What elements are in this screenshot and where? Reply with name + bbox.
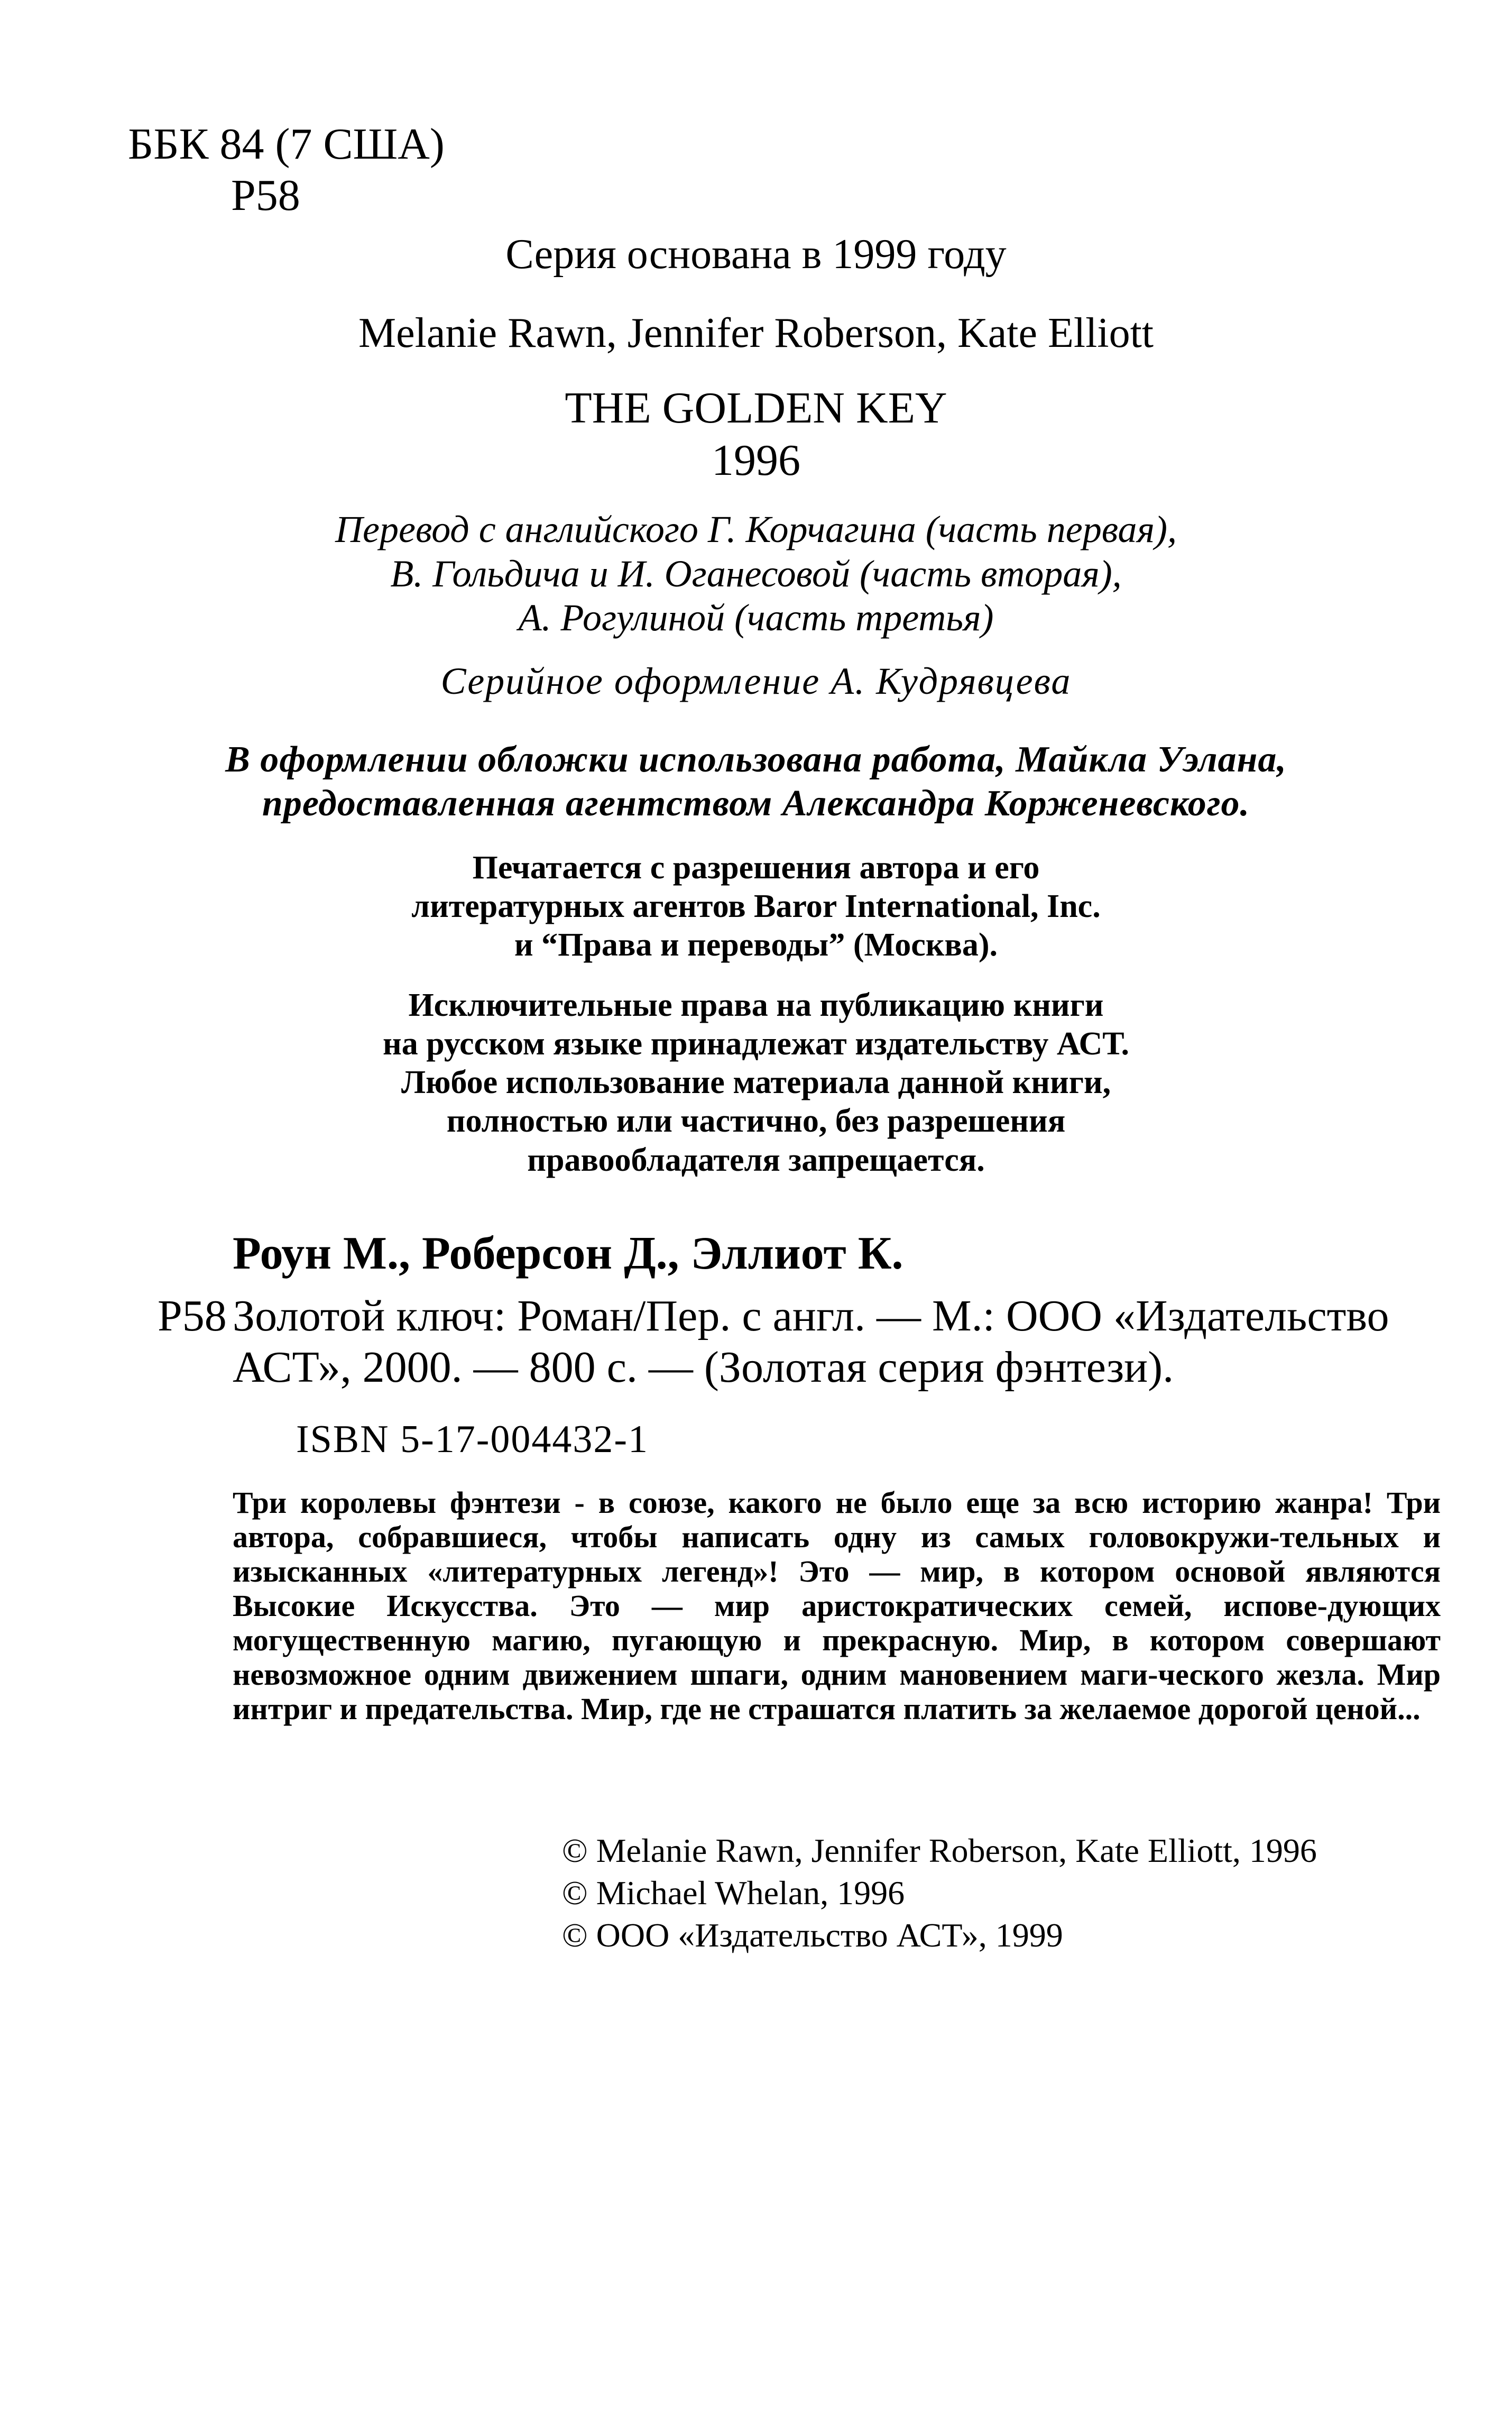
rights-line: Любое использование материала данной книги, — [401, 1064, 1111, 1101]
original-title: THE GOLDEN KEY — [565, 383, 947, 433]
isbn: ISBN 5-17-004432-1 — [296, 1418, 649, 1461]
catalog-code: Р58 — [158, 1291, 227, 1340]
copyright-line: © Michael Whelan, 1996 — [562, 1874, 905, 1912]
rights-line: Исключительные права на публикацию книги — [408, 987, 1104, 1023]
rights-line: правообладателя запрещается. — [527, 1142, 985, 1178]
translation-line: Перевод с английского Г. Корчагина (часть первая), — [335, 508, 1177, 550]
translation-line: А. Рогулиной (часть третья) — [518, 596, 994, 639]
cover-credit-line: предоставленная агентством Александра Корженевского. — [262, 783, 1250, 824]
rights-notice — [0, 986, 1512, 1180]
copyright-line: © ООО «Издательство АСТ», 1999 — [562, 1916, 1063, 1954]
catalog-authors: Роун М., Роберсон Д., Эллиот К. — [233, 1228, 903, 1279]
bbk-classification — [128, 119, 445, 221]
catalog-description-line: АСТ», 2000. — 800 с. — (Золотая серия фэнтези). — [233, 1343, 1174, 1392]
translation-credits — [0, 508, 1512, 640]
bbk-code: ББК 84 (7 США) — [128, 120, 445, 169]
annotation: Три королевы фэнтези - в союзе, какого не было еще за всю историю жанра! Три автора, собравшиеся, чтобы написать одну из самых головокружи-тельных и изысканных «литературных легенд»! Это — мир, в котором основой являются Высокие Искусства. Это — мир аристократических семей, испове-дующих могущественную магию, пугающую и прекрасную. Мир, в котором совершают невозможное одним движением шпаги, одним мановением маги-ческого жезла. Мир интриг и предательства. Мир, где не страшатся платить за желаемое дорогой ценой... — [233, 1485, 1441, 1726]
series-design-credit: Серийное оформление А. Кудрявцева — [440, 660, 1072, 702]
catalog-description — [233, 1290, 1389, 1393]
original-title-block — [0, 382, 1512, 486]
rights-line: полностью или частично, без разрешения — [446, 1103, 1066, 1140]
permission-line: Печатается с разрешения автора и его — [472, 850, 1040, 886]
copyright-line: © Melanie Rawn, Jennifer Roberson, Kate Elliott, 1996 — [562, 1832, 1317, 1869]
permission-line: и “Права и переводы” (Москва). — [514, 927, 998, 963]
catalog-description-line: Золотой ключ: Роман/Пер. с англ. — М.: ООО «Издательство — [233, 1291, 1389, 1340]
copyright-block — [562, 1830, 1317, 1957]
cover-credit — [0, 738, 1512, 826]
bbk-author-code: Р58 — [231, 170, 300, 220]
series-note: Серия основана в 1999 году — [505, 231, 1007, 278]
permission-line: литературных агентов Baror International, Inc. — [411, 888, 1101, 925]
translation-line: В. Гольдича и И. Оганесовой (часть вторая), — [390, 552, 1122, 595]
original-authors: Melanie Rawn, Jennifer Roberson, Kate Elliott — [358, 310, 1154, 356]
rights-line: на русском языке принадлежат издательству АСТ. — [383, 1026, 1129, 1062]
permission-notice — [0, 849, 1512, 965]
cover-credit-line: В оформлении обложки использована работа, Майкла Уэлана, — [225, 739, 1287, 780]
original-year: 1996 — [712, 436, 800, 485]
